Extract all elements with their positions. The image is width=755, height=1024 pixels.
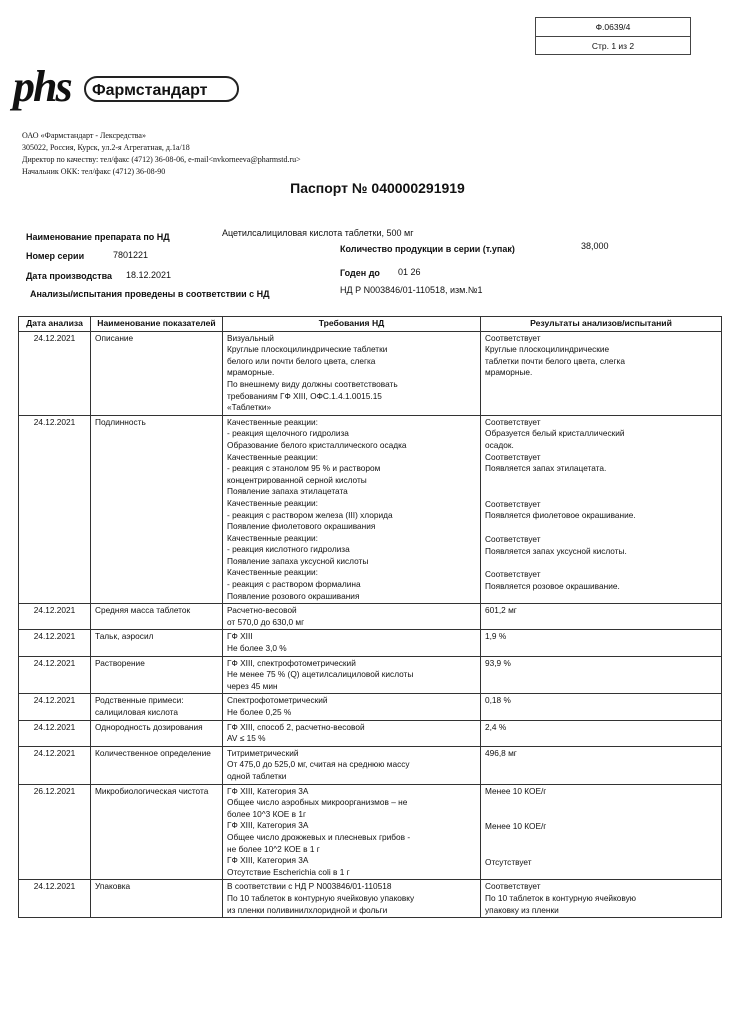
table-row bbox=[19, 746, 722, 784]
requirement-line: не более 10^2 КОЕ в 1 г bbox=[227, 843, 320, 854]
requirement-line: Отсутствие Escherichia coli в 1 г bbox=[227, 866, 350, 877]
result bbox=[481, 720, 722, 746]
requirement-line: Визуальный bbox=[227, 332, 274, 343]
result-line: Образуется белый кристаллический bbox=[485, 428, 625, 439]
results-table bbox=[18, 316, 722, 918]
analysis-date: 24.12.2021 bbox=[19, 746, 91, 784]
result-line: Менее 10 КОЕ/г bbox=[485, 785, 547, 796]
result bbox=[481, 694, 722, 720]
drug-value: Ацетилсалициловая кислота таблетки, 500 мг bbox=[222, 228, 414, 238]
requirement-line: от 570,0 до 630,0 мг bbox=[227, 616, 305, 627]
requirement-line: Появление запаха этилацетата bbox=[227, 486, 348, 497]
result-line bbox=[485, 833, 717, 845]
production-date-value: 18.12.2021 bbox=[126, 270, 172, 280]
table-row bbox=[19, 331, 722, 415]
requirement-line: AV ≤ 15 % bbox=[227, 733, 266, 744]
requirement-line: Качественные реакции: bbox=[227, 532, 318, 543]
analysis-date: 24.12.2021 bbox=[19, 604, 91, 630]
result-line: Соответствует bbox=[485, 416, 541, 427]
result-line: 2,4 % bbox=[485, 721, 507, 732]
result-line: Появляется розовое окрашивание. bbox=[485, 580, 620, 591]
requirement-line: требованиям ГФ XIII, ОФС.1.4.1.0015.15 bbox=[227, 390, 382, 401]
result-line: Соответствует bbox=[485, 332, 541, 343]
requirement-line: одной таблетки bbox=[227, 770, 287, 781]
result-line: Появляется фиолетовое окрашивание. bbox=[485, 510, 636, 521]
requirement-line: По 10 таблеток в контурную ячейковую упаковку bbox=[227, 892, 415, 903]
requirement-line: - реакция с раствором железа (III) хлорида bbox=[227, 509, 393, 520]
expiry-value: 01 26 bbox=[398, 267, 421, 277]
requirement-line: белого или почти белого цвета, слегка bbox=[227, 355, 376, 366]
result bbox=[481, 331, 722, 415]
analysis-date: 24.12.2021 bbox=[19, 694, 91, 720]
result-line bbox=[485, 475, 717, 487]
result-line: По 10 таблеток в контурную ячейковую bbox=[485, 892, 637, 903]
company-logo-mark: phs bbox=[13, 62, 71, 111]
indicator-name: Средняя масса таблеток bbox=[91, 604, 223, 630]
company-name: ОАО «Фармстандарт - Лексредства» bbox=[22, 131, 146, 140]
requirement bbox=[223, 880, 481, 918]
requirement-line: Качественные реакции: bbox=[227, 451, 318, 462]
analysis-date: 24.12.2021 bbox=[19, 656, 91, 694]
requirement-line: Качественные реакции: bbox=[227, 416, 318, 427]
form-code: Ф.0639/4 bbox=[536, 18, 690, 37]
requirement-line: более 10^3 КОЕ в 1г bbox=[227, 808, 306, 819]
requirement-line: мраморные. bbox=[227, 367, 275, 378]
analysis-date: 24.12.2021 bbox=[19, 630, 91, 656]
result-line: таблетки почти белого цвета, слегка bbox=[485, 355, 625, 366]
requirement-line: Образование белого кристаллического осадка bbox=[227, 439, 407, 450]
requirement-line: ГФ XIII, способ 2, расчетно-весовой bbox=[227, 721, 365, 732]
analysis-date: 24.12.2021 bbox=[19, 720, 91, 746]
result bbox=[481, 880, 722, 918]
requirement-line: ГФ XIII, Категория 3А bbox=[227, 785, 309, 796]
analysis-date: 24.12.2021 bbox=[19, 331, 91, 415]
table-row bbox=[19, 604, 722, 630]
requirement-line: ГФ XIII bbox=[227, 631, 253, 642]
indicator-name: Описание bbox=[91, 331, 223, 415]
table-row bbox=[19, 880, 722, 918]
requirement-line: Не менее 75 % (Q) ацетилсалициловой кислоты bbox=[227, 669, 414, 680]
requirement-line: Появление розового окрашивания bbox=[227, 590, 360, 601]
indicator-name: Растворение bbox=[91, 656, 223, 694]
requirement-line: Появление запаха уксусной кислоты bbox=[227, 555, 369, 566]
analysis-label: Анализы/испытания проведены в соответствии с НД bbox=[30, 289, 270, 299]
result-line bbox=[485, 809, 717, 821]
table-row bbox=[19, 694, 722, 720]
col-header-requirements: Требования НД bbox=[223, 317, 481, 332]
requirement-line: ГФ XIII, спектрофотометрический bbox=[227, 657, 356, 668]
quantity-value: 38,000 bbox=[581, 241, 609, 251]
requirement-line: От 475,0 до 525,0 мг, считая на среднюю массу bbox=[227, 759, 410, 770]
requirement bbox=[223, 720, 481, 746]
okk-contact: Начальник ОКК: тел/факс (4712) 36-08-90 bbox=[22, 167, 166, 176]
result-line bbox=[485, 797, 717, 809]
result-line: мраморные. bbox=[485, 367, 533, 378]
indicator-name: Тальк, аэросил bbox=[91, 630, 223, 656]
analysis-value: НД Р N003846/01-110518, изм.№1 bbox=[340, 285, 483, 295]
result-line: Соответствует bbox=[485, 569, 541, 580]
result bbox=[481, 746, 722, 784]
requirement-line: Качественные реакции: bbox=[227, 567, 318, 578]
result-line: Появляется запах уксусной кислоты. bbox=[485, 545, 627, 556]
table-row bbox=[19, 784, 722, 880]
result-line: Менее 10 КОЕ/г bbox=[485, 821, 547, 832]
result-line: Появляется запах этилацетата. bbox=[485, 463, 607, 474]
indicator-name: Подлинность bbox=[91, 415, 223, 604]
result bbox=[481, 656, 722, 694]
requirement-line: «Таблетки» bbox=[227, 402, 272, 413]
result bbox=[481, 604, 722, 630]
requirement-line: концентрированной серной кислоты bbox=[227, 474, 367, 485]
indicator-name: Микробиологическая чистота bbox=[91, 784, 223, 880]
requirement-line: Общее число аэробных микроорганизмов – не bbox=[227, 797, 408, 808]
indicator-name: Упаковка bbox=[91, 880, 223, 918]
result-line: 0,18 % bbox=[485, 695, 511, 706]
result-line bbox=[485, 487, 717, 499]
requirement bbox=[223, 694, 481, 720]
page-number: Стр. 1 из 2 bbox=[591, 41, 635, 51]
requirement-line: Расчетно-весовой bbox=[227, 605, 297, 616]
result-line bbox=[485, 522, 717, 534]
requirement-line: - реакция щелочного гидролиза bbox=[227, 428, 349, 439]
requirement bbox=[223, 331, 481, 415]
requirement-line: Спектрофотометрический bbox=[227, 695, 328, 706]
indicator-name: Количественное определение bbox=[91, 746, 223, 784]
result-line: 93,9 % bbox=[485, 657, 511, 668]
col-header-name: Наименование показателей bbox=[91, 317, 223, 332]
result-line bbox=[485, 557, 717, 569]
result-line bbox=[485, 845, 717, 857]
requirement-line: Не более 0,25 % bbox=[227, 707, 292, 717]
requirement-line: - реакция с этанолом 95 % и раствором bbox=[227, 463, 381, 474]
result bbox=[481, 784, 722, 880]
table-row bbox=[19, 630, 722, 656]
requirement-line: через 45 мин bbox=[227, 680, 278, 691]
series-label: Номер серии bbox=[26, 251, 85, 261]
result-line: Соответствует bbox=[485, 881, 541, 892]
result-line: Соответствует bbox=[485, 451, 541, 462]
table-header-row bbox=[19, 317, 722, 332]
result-line: Круглые плоскоцилиндрические bbox=[485, 344, 610, 355]
result-line: 496,8 мг bbox=[485, 747, 517, 758]
result-line: осадок. bbox=[485, 439, 514, 450]
requirement bbox=[223, 604, 481, 630]
result bbox=[481, 415, 722, 604]
indicator-name: Родственные примеси: салициловая кислота bbox=[91, 694, 223, 720]
requirement-line: Не более 3,0 % bbox=[227, 643, 287, 654]
analysis-date: 24.12.2021 bbox=[19, 415, 91, 604]
requirement-line: Круглые плоскоцилиндрические таблетки bbox=[227, 344, 388, 355]
form-code-box bbox=[535, 17, 691, 55]
series-value: 7801221 bbox=[113, 250, 149, 260]
requirement-line: ГФ XIII, Категория 3А bbox=[227, 855, 309, 866]
page-title: Паспорт № 040000291919 bbox=[290, 180, 465, 196]
table-row bbox=[19, 415, 722, 604]
requirement-line: - реакция с раствором формалина bbox=[227, 579, 361, 590]
requirement-line: По внешнему виду должны соответствовать bbox=[227, 378, 398, 389]
requirement bbox=[223, 746, 481, 784]
requirement-line: из пленки поливинилхлоридной и фольги bbox=[227, 904, 388, 915]
requirement-line: ГФ XIII, Категория 3А bbox=[227, 820, 309, 831]
result-line: 1,9 % bbox=[485, 631, 507, 642]
requirement-line: Качественные реакции: bbox=[227, 497, 318, 508]
result bbox=[481, 630, 722, 656]
requirement-line: В соответствии с НД Р N003846/01-110518 bbox=[227, 881, 392, 892]
col-header-results: Результаты анализов/испытаний bbox=[481, 317, 722, 332]
drug-label: Наименование препарата по НД bbox=[26, 232, 170, 242]
company-logo-name: Фармстандарт bbox=[84, 76, 239, 102]
requirement-line: Появление фиолетового окрашивания bbox=[227, 521, 376, 532]
expiry-label: Годен до bbox=[340, 268, 380, 278]
result-line: Соответствует bbox=[485, 533, 541, 544]
result-line: Соответствует bbox=[485, 498, 541, 509]
result-line: 601,2 мг bbox=[485, 605, 517, 616]
requirement bbox=[223, 415, 481, 604]
company-address: 305022, Россия, Курск, ул.2-я Агрегатная, д.1а/18 bbox=[22, 143, 190, 152]
quantity-label: Количество продукции в серии (т.упак) bbox=[340, 244, 515, 254]
indicator-name: Однородность дозирования bbox=[91, 720, 223, 746]
table-row bbox=[19, 720, 722, 746]
production-date-label: Дата производства bbox=[26, 271, 112, 281]
requirement bbox=[223, 630, 481, 656]
director-contact: Директор по качеству: тел/факс (4712) 36-08-06, e-mail<nvkorneeva@pharmstd.ru> bbox=[22, 155, 301, 164]
analysis-date: 24.12.2021 bbox=[19, 880, 91, 918]
col-header-date: Дата анализа bbox=[19, 317, 91, 332]
requirement-line: - реакция кислотного гидролиза bbox=[227, 544, 350, 555]
analysis-date: 26.12.2021 bbox=[19, 784, 91, 880]
requirement-line: Титриметрический bbox=[227, 747, 299, 758]
result-line: Отсутствует bbox=[485, 856, 532, 867]
table-row bbox=[19, 656, 722, 694]
result-line: упаковку из пленки bbox=[485, 904, 559, 915]
requirement-line: Общее число дрожжевых и плесневых грибов - bbox=[227, 831, 411, 842]
requirement bbox=[223, 784, 481, 880]
requirement bbox=[223, 656, 481, 694]
